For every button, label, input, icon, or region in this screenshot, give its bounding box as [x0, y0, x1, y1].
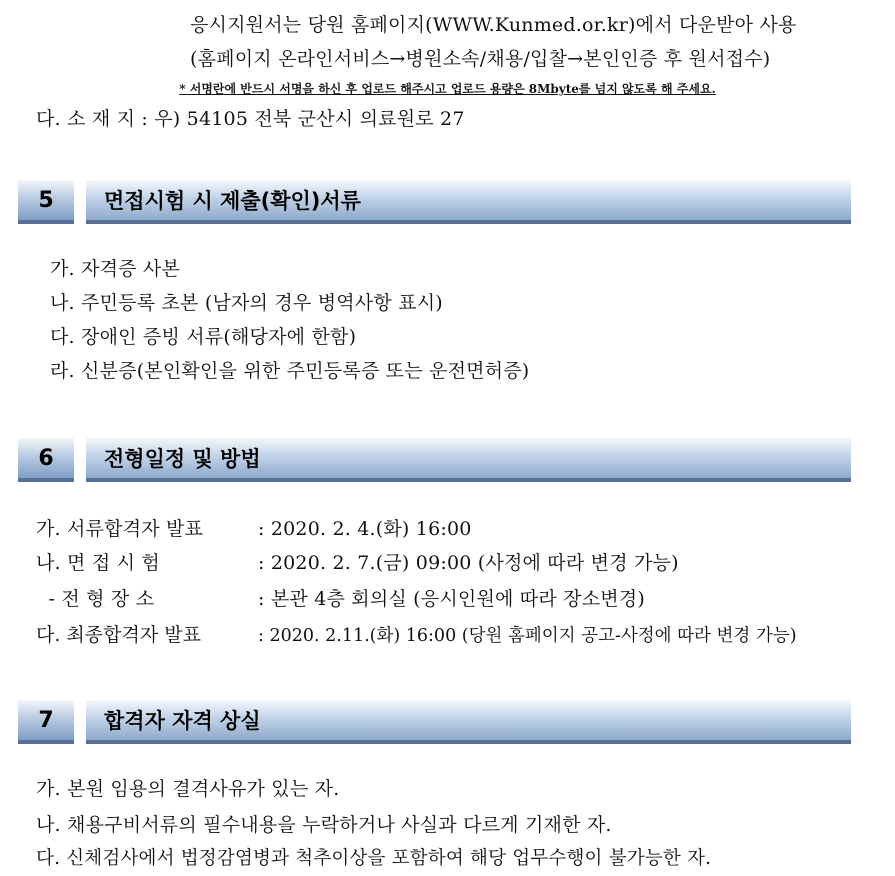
schedule-label: 가. 서류합격자 발표	[36, 518, 204, 540]
section-number: 6	[18, 438, 74, 482]
schedule-row	[36, 584, 645, 611]
schedule-label: 다. 최종합격자 발표	[36, 624, 201, 646]
schedule-value: : 본관 4층 회의실 (응시인원에 따라 장소변경)	[258, 588, 645, 610]
list-item: 다. 장애인 증빙 서류(해당자에 한함)	[50, 326, 357, 348]
section-number: 5	[18, 180, 74, 224]
schedule-row	[36, 548, 679, 575]
list-item: 다. 신체검사에서 법정감염병과 척추이상을 포함하여 해당 업무수행이 불가능한 자.	[36, 848, 712, 869]
section-5-header	[18, 180, 851, 228]
section-7-header	[18, 700, 851, 748]
intro-line-1: 응시지원서는 당원 홈페이지(WWW.Kunmed.or.kr)에서 다운받아 사용	[190, 14, 797, 36]
section-title: 면접시험 시 제출(확인)서류	[86, 180, 851, 224]
list-item: 가. 자격증 사본	[50, 258, 181, 280]
schedule-label: 나. 면 접 시 험	[36, 552, 160, 574]
schedule-value: : 2020. 2.11.(화) 16:00 (당원 홈페이지 공고-사정에 따라 변경 가능)	[258, 626, 797, 646]
schedule-value: : 2020. 2. 4.(화) 16:00	[258, 518, 472, 540]
schedule-value: : 2020. 2. 7.(금) 09:00 (사정에 따라 변경 가능)	[258, 552, 679, 574]
section-title: 전형일정 및 방법	[86, 438, 851, 482]
list-item: 나. 채용구비서류의 필수내용을 누락하거나 사실과 다르게 기재한 자.	[36, 814, 612, 836]
list-item: 가. 본원 임용의 결격사유가 있는 자.	[36, 778, 340, 800]
list-item: 라. 신분증(본인확인을 위한 주민등록증 또는 운전면허증)	[50, 360, 530, 382]
address-line: 다. 소 재 지 : 우) 54105 전북 군산시 의료원로 27	[36, 108, 465, 130]
signature-upload-note: * 서명란에 반드시 서명을 하신 후 업로드 해주시고 업로드 용량은 8Mbyte를 넘지 않도록 해 주세요.	[179, 82, 716, 96]
intro-line-2: (홈페이지 온라인서비스→병원소속/채용/입찰→본인인증 후 원서접수)	[190, 48, 771, 70]
list-item: 나. 주민등록 초본 (남자의 경우 병역사항 표시)	[50, 292, 443, 314]
section-title: 합격자 자격 상실	[86, 700, 851, 744]
schedule-row	[36, 514, 472, 541]
section-number: 7	[18, 700, 74, 744]
schedule-row	[36, 620, 797, 647]
section-6-header	[18, 438, 851, 486]
schedule-label: - 전 형 장 소	[36, 588, 155, 610]
